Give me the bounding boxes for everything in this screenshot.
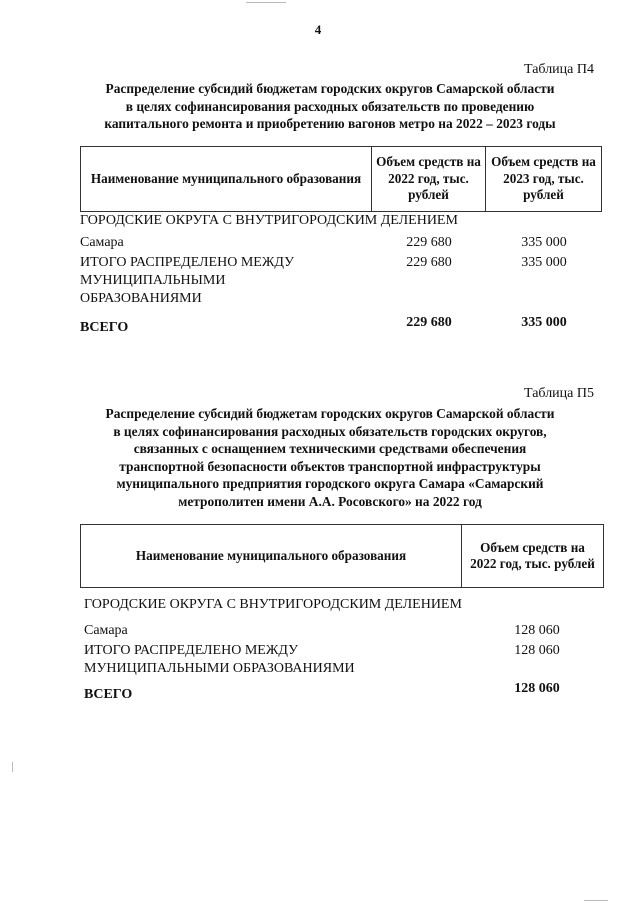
table-p5-title-line: муниципального предприятия городского округа Самара «Самарский — [116, 476, 544, 491]
table-p5-cell-2022: 128 060 — [514, 623, 560, 638]
table-p4-header-name: Наименование муниципального образования — [90, 170, 362, 186]
table-p5-title — [70, 405, 590, 510]
table-p4-cell-2023: 335 000 — [521, 255, 567, 270]
page-number: 4 — [314, 22, 322, 37]
table-p4-cell-2022: 229 680 — [406, 255, 452, 270]
table-p4-section: ГОРОДСКИЕ ОКРУГА С ВНУТРИГОРОДСКИМ ДЕЛЕНИЕМ — [80, 213, 458, 228]
table-p5-title-line: связанных с оснащением техническими средствами обеспечения — [133, 441, 527, 456]
table-p5-section: ГОРОДСКИЕ ОКРУГА С ВНУТРИГОРОДСКИМ ДЕЛЕНИЕМ — [84, 597, 462, 612]
table-p5-total-2022: 128 060 — [514, 681, 560, 696]
table-p5-title-line: в целях софинансирования расходных обязательств городских округов, — [113, 423, 547, 439]
scan-artifact-top — [246, 2, 286, 3]
table-p4-header — [80, 146, 602, 212]
table-p4-total-2023: 335 000 — [521, 315, 567, 330]
table-p4-total-2022: 229 680 — [406, 315, 452, 330]
table-p5-header — [80, 524, 604, 588]
table-p5-header-2022: Объем средств на 2022 год, тыс. рублей — [461, 525, 603, 587]
table-p4-title-line: в целях софинансирования расходных обязательств по проведению — [125, 98, 535, 114]
table-p5-label: Таблица П5 — [524, 386, 594, 401]
scan-artifact-bottom — [584, 900, 608, 901]
table-p4-title-line: Распределение субсидий бюджетам городских округов Самарской области — [105, 81, 555, 96]
table-p4-label: Таблица П4 — [524, 62, 594, 77]
table-row: ИТОГО РАСПРЕДЕЛЕНО МЕЖДУ МУНИЦИПАЛЬНЫМИ ОБРАЗОВАНИЯМИ — [80, 255, 294, 306]
table-p4-cell-2022: 229 680 — [406, 235, 452, 250]
table-p5-cell-2022: 128 060 — [514, 643, 560, 658]
table-p5-title-line: Распределение субсидий бюджетам городских округов Самарской области — [105, 406, 555, 421]
table-row: ИТОГО РАСПРЕДЕЛЕНО МЕЖДУ МУНИЦИПАЛЬНЫМИ ОБРАЗОВАНИЯМИ — [84, 643, 355, 676]
table-p5-title-line: транспортной безопасности объектов транспортной инфраструктуры — [119, 458, 541, 474]
table-row: Самара — [84, 623, 128, 638]
table-p4-title — [70, 80, 590, 133]
table-row: Самара — [80, 235, 124, 250]
table-p4-header-2023: Объем средств на 2023 год, тыс. рублей — [485, 147, 601, 211]
table-p5-title-line: метрополитен имени А.А. Росовского» на 2022 год — [178, 493, 482, 509]
table-p4-total-label: ВСЕГО — [80, 320, 129, 335]
table-p4-header-2022: Объем средств на 2022 год, тыс. рублей — [371, 147, 485, 211]
table-p5-header-name: Наименование муниципального образования — [135, 547, 407, 563]
table-p4-cell-2023: 335 000 — [521, 235, 567, 250]
table-p5-total-label: ВСЕГО — [84, 687, 133, 702]
table-p4-title-line: капитального ремонта и приобретению вагонов метро на 2022 – 2023 годы — [104, 116, 556, 131]
scan-artifact-left — [12, 762, 13, 772]
